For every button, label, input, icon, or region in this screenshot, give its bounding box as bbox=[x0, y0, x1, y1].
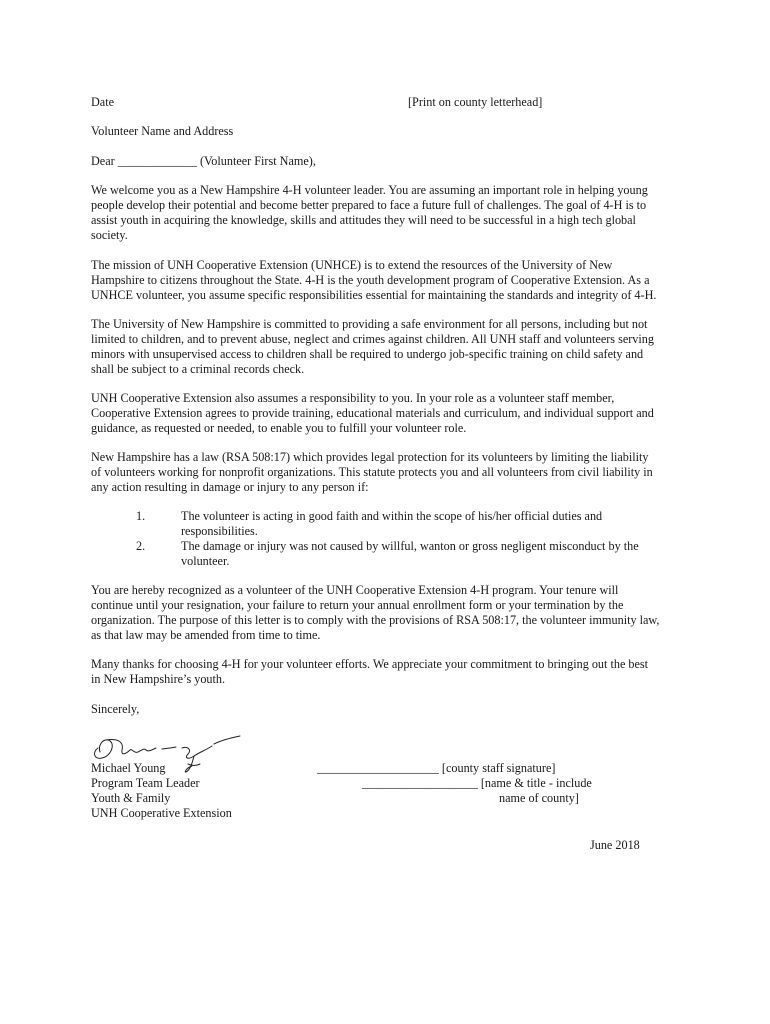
paragraph-line: of volunteers working for nonprofit organizations. This statute protects you and all volunteers from civil liability in bbox=[91, 465, 653, 479]
paragraph-line: as that law may be amended from time to time. bbox=[91, 628, 321, 642]
condition-line: volunteer. bbox=[181, 554, 230, 568]
paragraph-responsibility bbox=[91, 391, 691, 436]
condition-item bbox=[181, 539, 671, 569]
paragraph-line: assist youth in acquiring the knowledge, skills and attitudes they will need to be successful in a high tech global bbox=[91, 213, 636, 227]
paragraph-thanks bbox=[91, 657, 691, 687]
paragraph-line: continue until your resignation, your failure to return your annual enrollment form or your termination by the bbox=[91, 598, 624, 612]
signer-name: Michael Young bbox=[91, 761, 166, 775]
paragraph-line: New Hampshire has a law (RSA 508:17) which provides legal protection for its volunteers by limiting the liability bbox=[91, 450, 649, 464]
condition-line: responsibilities. bbox=[181, 524, 258, 538]
salutation: Dear _____________ (Volunteer First Name), bbox=[91, 154, 316, 168]
paragraph-recognition bbox=[91, 583, 691, 643]
paragraph-line: shall be subject to a criminal records check. bbox=[91, 362, 305, 376]
paragraph-line: guidance, as requested or needed, to enable you to fulfill your volunteer role. bbox=[91, 421, 467, 435]
paragraph-safety bbox=[91, 317, 691, 377]
paragraph-line: in New Hampshire’s youth. bbox=[91, 672, 226, 686]
paragraph-line: Many thanks for choosing 4-H for your volunteer efforts. We appreciate your commitment to bringing out the best bbox=[91, 657, 649, 671]
paragraph-line: society. bbox=[91, 228, 128, 242]
paragraph-line: any action resulting in damage or injury to any person if: bbox=[91, 480, 369, 494]
paragraph-line: minors with unsupervised access to children shall be required to undergo job-specific training on child safety and bbox=[91, 347, 644, 361]
paragraph-line: UNH Cooperative Extension also assumes a responsibility to you. In your role as a volunteer staff member, bbox=[91, 391, 615, 405]
signer-title: Program Team Leader bbox=[91, 776, 200, 790]
signer-unit: Youth & Family bbox=[91, 791, 171, 805]
paragraph-line: We welcome you as a New Hampshire 4-H volunteer leader. You are assuming an important role in helping young bbox=[91, 183, 648, 197]
recipient-label: Volunteer Name and Address bbox=[91, 124, 234, 138]
condition-item bbox=[181, 509, 671, 539]
footer-date: June 2018 bbox=[590, 838, 640, 852]
county-name-line-cont: name of county] bbox=[499, 791, 579, 805]
paragraph-line: Hampshire to citizens throughout the State. 4-H is the youth development program of Cooperative Extension. As a bbox=[91, 273, 650, 287]
paragraph-line: The University of New Hampshire is committed to providing a safe environment for all persons, including but not bbox=[91, 317, 648, 331]
letterhead-note: [Print on county letterhead] bbox=[408, 95, 543, 109]
signer-org: UNH Cooperative Extension bbox=[91, 806, 232, 820]
condition-line: The volunteer is acting in good faith and within the scope of his/her official duties and bbox=[181, 509, 603, 523]
condition-line: The damage or injury was not caused by willful, wanton or gross negligent misconduct by the bbox=[181, 539, 639, 553]
paragraph-mission bbox=[91, 258, 691, 303]
paragraph-line: limited to children, and to prevent abuse, neglect and crimes against children. All UNH staff and volunteers serving bbox=[91, 332, 654, 346]
paragraph-line: You are hereby recognized as a volunteer of the UNH Cooperative Extension 4-H program. Your tenure will bbox=[91, 583, 619, 597]
condition-number: 1. bbox=[136, 509, 146, 523]
paragraph-line: Cooperative Extension agrees to provide training, educational materials and curriculum, and individual support and bbox=[91, 406, 654, 420]
paragraph-line: The mission of UNH Cooperative Extension (UNHCE) is to extend the resources of the University of New bbox=[91, 258, 613, 272]
paragraph-line: people develop their potential and become better prepared to face a future full of challenges. The goal of 4-H is to bbox=[91, 198, 647, 212]
paragraph-line: UNHCE volunteer, you assume specific responsibilities essential for maintaining the standards and integrity of 4-H. bbox=[91, 288, 657, 302]
paragraph-law bbox=[91, 450, 691, 495]
paragraph-welcome bbox=[91, 183, 691, 243]
valediction: Sincerely, bbox=[91, 702, 140, 716]
county-name-line: ___________________ [name & title - include bbox=[362, 776, 592, 790]
county-signature-line: ____________________ [county staff signature] bbox=[317, 761, 556, 775]
date-label: Date bbox=[91, 95, 115, 109]
paragraph-line: organization. The purpose of this letter is to comply with the provisions of RSA 508:17, the volunteer immunity law, bbox=[91, 613, 660, 627]
condition-number: 2. bbox=[136, 539, 146, 553]
